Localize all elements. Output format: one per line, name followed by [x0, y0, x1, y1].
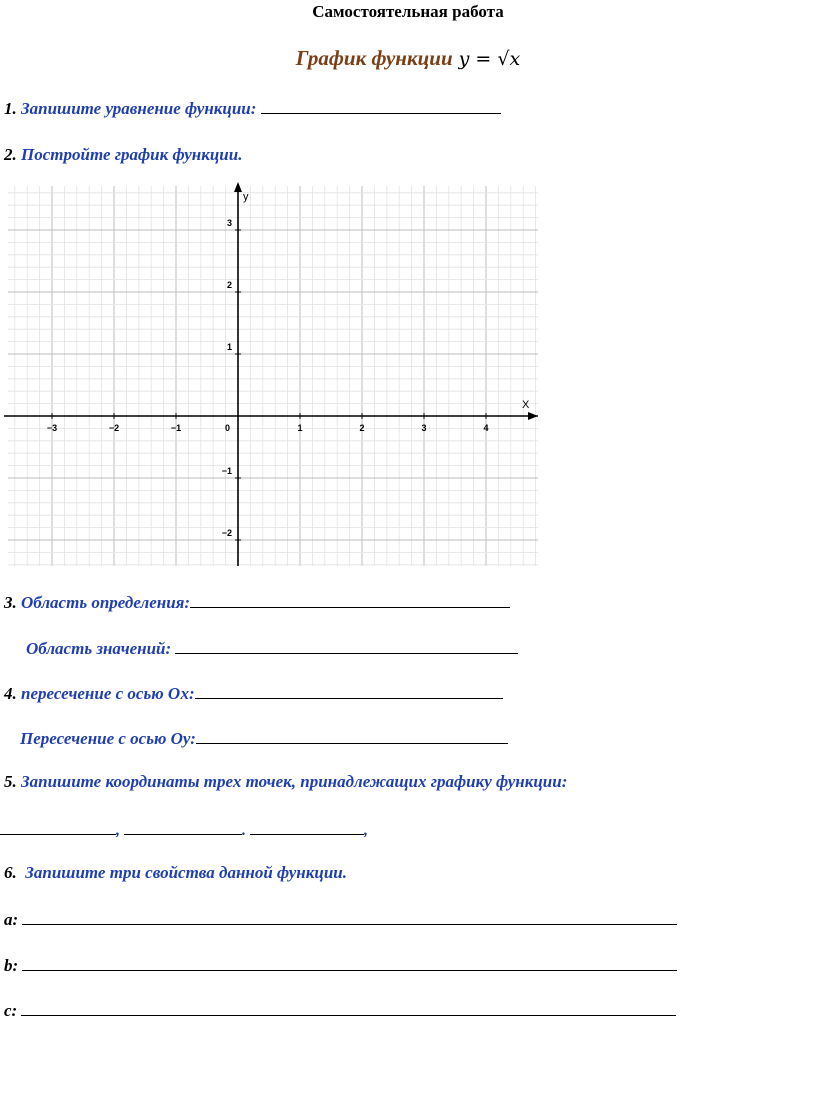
- worksheet-subtitle: [0, 46, 816, 71]
- domain-answer-line[interactable]: [190, 591, 510, 608]
- task-2-text: Постройте график функции.: [21, 145, 243, 164]
- points-answer-row: [0, 818, 368, 840]
- origin-label: 0: [225, 423, 231, 433]
- x-tick-label: 4: [483, 423, 489, 433]
- task-4: [4, 682, 503, 704]
- y-axis-label: y: [243, 191, 249, 203]
- range-answer-line[interactable]: [175, 637, 518, 654]
- property-b-line[interactable]: [22, 954, 677, 971]
- task-3-text: Область определения:: [21, 593, 191, 612]
- task-2-number: 2.: [4, 145, 17, 164]
- point-1-blank[interactable]: [0, 818, 116, 835]
- property-b-label: b:: [4, 956, 19, 975]
- separator-1: ,: [116, 822, 120, 839]
- task-4-number: 4.: [4, 684, 17, 703]
- task-6-text: Запишите три свойства данной функции.: [25, 863, 347, 882]
- task-1: [4, 97, 501, 119]
- property-c: [4, 999, 676, 1021]
- task-5-text: Запишите координаты трех точек, принадлежащих графику функции:: [21, 772, 568, 791]
- property-a-line[interactable]: [22, 908, 677, 925]
- x-tick-label: −3: [46, 423, 58, 433]
- x-tick-label: 1: [297, 423, 303, 433]
- property-a: [4, 908, 677, 930]
- y-tick-label: 3: [226, 218, 232, 228]
- task-4b: [20, 727, 508, 749]
- x-intersection-answer-line[interactable]: [195, 682, 503, 699]
- task-6-number: 6.: [4, 863, 17, 882]
- point-3-blank[interactable]: [250, 818, 364, 835]
- y-tick-label: −1: [221, 466, 232, 476]
- page-title: Самостоятельная работа: [312, 2, 504, 21]
- task-4b-text: Пересечение с осью Оу:: [20, 729, 196, 748]
- x-tick-label: 2: [359, 423, 365, 433]
- task-6: [4, 863, 347, 883]
- separator-3: ,: [364, 822, 368, 839]
- y-tick-label: −2: [221, 528, 232, 538]
- x-axis-label: X: [522, 399, 530, 411]
- y-axis-arrow: [234, 182, 242, 192]
- task-3-number: 3.: [4, 593, 17, 612]
- point-2-blank[interactable]: [124, 818, 242, 835]
- property-b: [4, 954, 677, 976]
- x-tick-label: −1: [170, 423, 182, 433]
- coordinate-grid[interactable]: [0, 180, 546, 572]
- y-tick-label: 1: [226, 342, 232, 352]
- function-formula: y = √x: [458, 48, 521, 70]
- subtitle-text: График функции: [295, 46, 453, 70]
- property-a-label: a:: [4, 910, 19, 929]
- property-c-line[interactable]: [21, 999, 676, 1016]
- x-axis-arrow: [528, 412, 538, 420]
- property-c-label: c:: [4, 1001, 18, 1020]
- task-5-number: 5.: [4, 772, 17, 791]
- task-2: [4, 145, 242, 165]
- task-3b-text: Область значений:: [26, 639, 172, 658]
- separator-2: .: [242, 822, 246, 839]
- x-tick-label: −2: [108, 423, 120, 433]
- y-tick-label: 2: [226, 280, 232, 290]
- task-1-answer-line[interactable]: [261, 97, 501, 114]
- task-4-text: пересечение с осью Ох:: [21, 684, 195, 703]
- task-1-text: Запишите уравнение функции:: [21, 99, 257, 118]
- task-5: [4, 772, 567, 792]
- task-3b: [26, 637, 518, 659]
- x-tick-label: 3: [421, 423, 427, 433]
- task-3: [4, 591, 510, 613]
- task-1-number: 1.: [4, 99, 17, 118]
- y-intersection-answer-line[interactable]: [196, 727, 508, 744]
